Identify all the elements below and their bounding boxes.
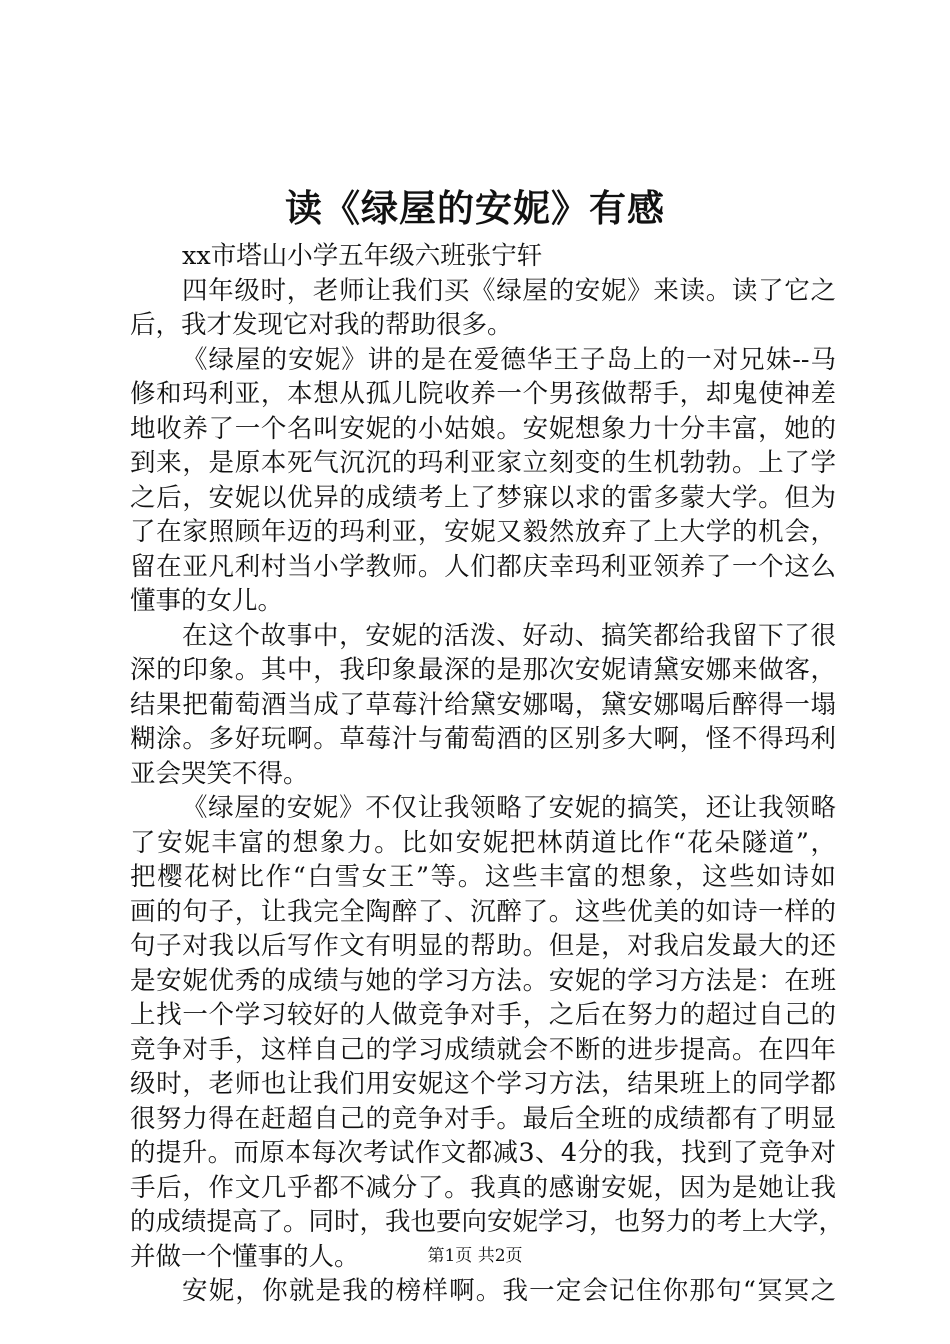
body-line: 四年级时，老师让我们买《绿屋的安妮》来读。读了它之 xyxy=(182,275,836,306)
body-line: 是安妮优秀的成绩与她的学习方法。安妮的学习方法是：在班 xyxy=(130,965,836,996)
body-line: 深的印象。其中，我印象最深的是那次安妮请黛安娜来做客， xyxy=(130,655,836,685)
body-line: 之后，安妮以优异的成绩考上了梦寐以求的雷多蒙大学。但为 xyxy=(130,482,836,513)
body-line: 地收养了一个名叫安妮的小姑娘。安妮想象力十分丰富，她的 xyxy=(130,413,836,444)
body-line: 画的句子，让我完全陶醉了、沉醉了。这些优美的如诗一样的 xyxy=(130,896,836,927)
body-line: 结果把葡萄酒当成了草莓汁给黛安娜喝，黛安娜喝后醉得一塌 xyxy=(130,689,836,720)
body-line: 句子对我以后写作文有明显的帮助。但是，对我启发最大的还 xyxy=(130,931,836,961)
body-line: 留在亚凡利村当小学教师。人们都庆幸玛利亚领养了一个这么 xyxy=(130,551,836,582)
body-line: 到来，是原本死气沉沉的玛利亚家立刻变的生机勃勃。上了学 xyxy=(130,448,836,478)
body-line: 《绿屋的安妮》讲的是在爱德华王子岛上的一对兄妹--马 xyxy=(182,344,836,375)
body-line: 并做一个懂事的人。 xyxy=(130,1241,360,1272)
body-line: 把樱花树比作“白雪女王”等。这些丰富的想象，这些如诗如 xyxy=(130,862,836,892)
body-line: 在这个故事中，安妮的活泼、好动、搞笑都给我留下了很 xyxy=(182,620,836,651)
body-line: 后，我才发现它对我的帮助很多。 xyxy=(130,310,513,340)
body-line: 级时，老师也让我们用安妮这个学习方法，结果班上的同学都 xyxy=(130,1069,836,1099)
body-line: 竞争对手，这样自己的学习成绩就会不断的进步提高。在四年 xyxy=(130,1034,836,1065)
body-line: 很努力得在赶超自己的竞争对手。最后全班的成绩都有了明显 xyxy=(130,1103,836,1134)
body-line: 的提升。而原本每次考试作文都减3、4分的我，找到了竞争对 xyxy=(130,1138,836,1168)
body-line: 了安妮丰富的想象力。比如安妮把林荫道比作“花朵隧道”， xyxy=(130,827,836,858)
body-line: xx市塔山小学五年级六班张宁轩 xyxy=(182,241,543,271)
page-footer: 第1页 共2页 xyxy=(427,1246,523,1266)
body-line: 了在家照顾年迈的玛利亚，安妮又毅然放弃了上大学的机会， xyxy=(130,517,836,547)
body-line: 亚会哭笑不得。 xyxy=(130,758,309,789)
body-line: 糊涂。多好玩啊。草莓汁与葡萄酒的区别多大啊，怪不得玛利 xyxy=(130,724,836,754)
document-title: 读《绿屋的安妮》有感 xyxy=(285,186,665,230)
document-body xyxy=(130,239,845,1309)
body-line: 《绿屋的安妮》不仅让我领略了安妮的搞笑，还让我领略 xyxy=(182,793,836,823)
body-line: 上找一个学习较好的人做竞争对手，之后在努力的超过自己的 xyxy=(130,1000,836,1030)
body-line: 安妮，你就是我的榜样啊。我一定会记住你那句“冥冥之 xyxy=(182,1276,836,1306)
body-line: 的成绩提高了。同时，我也要向安妮学习，也努力的考上大学， xyxy=(130,1207,845,1237)
body-line: 手后，作文几乎都不减分了。我真的感谢安妮，因为是她让我 xyxy=(130,1172,836,1203)
body-line: 懂事的女儿。 xyxy=(130,586,284,616)
body-line: 修和玛利亚，本想从孤儿院收养一个男孩做帮手，却鬼使神差 xyxy=(130,379,836,409)
